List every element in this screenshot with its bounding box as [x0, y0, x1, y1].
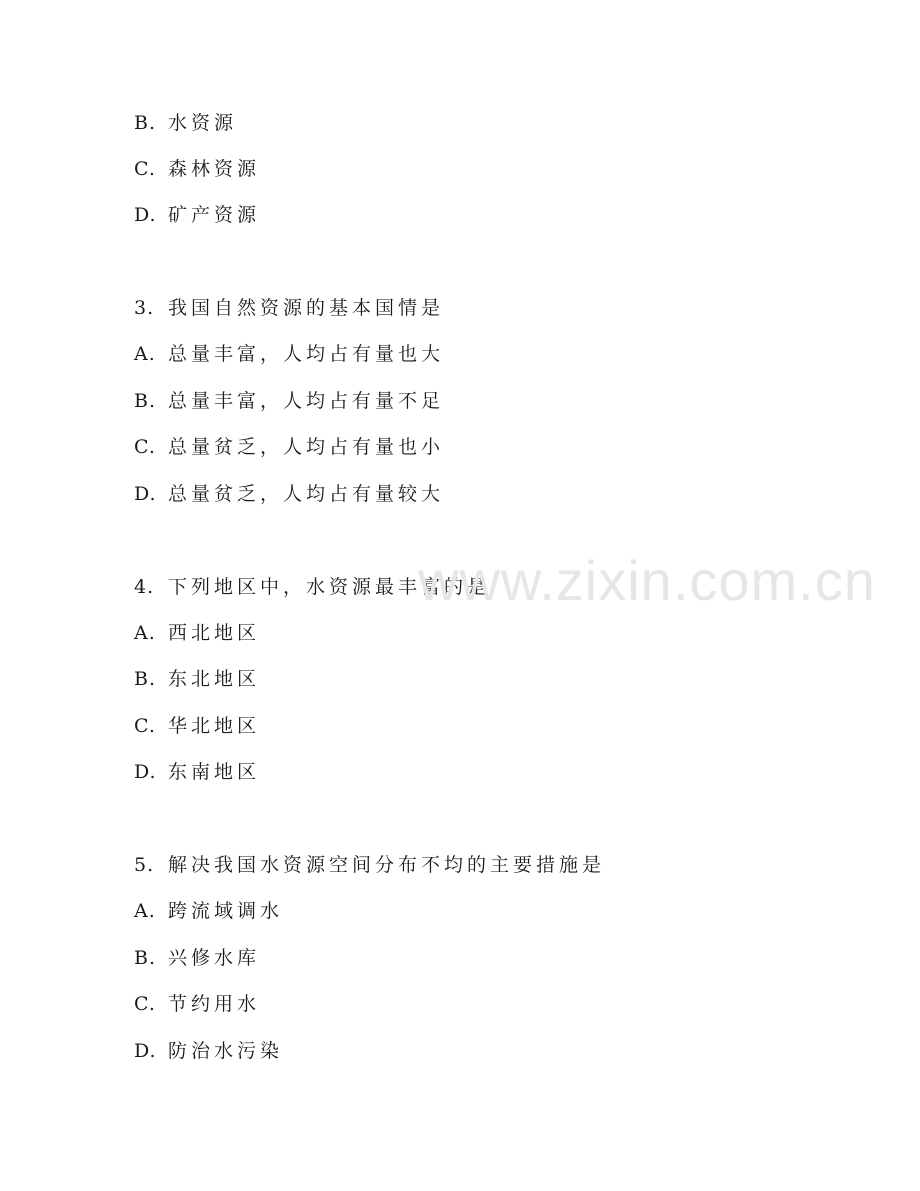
q3-option-b: [134, 389, 444, 413]
option-label: D.: [134, 204, 157, 226]
option-label: B.: [134, 112, 157, 134]
question-number: 3.: [134, 297, 155, 319]
q4-option-c: [134, 714, 260, 738]
q5-option-c: [134, 992, 260, 1016]
q5-stem: [134, 853, 605, 877]
option-text: 森林资源: [168, 158, 261, 180]
option-text: 东南地区: [168, 761, 261, 783]
option-label: C.: [134, 436, 156, 458]
option-label: D.: [134, 1040, 157, 1062]
question-number: 5.: [134, 854, 155, 876]
option-label: C.: [134, 715, 156, 737]
q4-stem: [134, 575, 490, 599]
option-text: 跨流域调水: [168, 900, 284, 922]
option-text: 华北地区: [168, 715, 261, 737]
q3-option-d: [134, 482, 444, 506]
option-label: B.: [134, 390, 157, 412]
option-label: C.: [134, 993, 156, 1015]
q3-stem: [134, 296, 444, 320]
watermark: www.zixin.com.cn: [418, 549, 876, 612]
option-text: 总量贫乏，人均占有量较大: [168, 483, 445, 505]
q2-option-c: [134, 157, 260, 181]
option-label: C.: [134, 158, 156, 180]
option-text: 东北地区: [168, 668, 261, 690]
q4-option-d: [134, 760, 260, 784]
option-text: 防治水污染: [168, 1040, 284, 1062]
option-text: 总量丰富，人均占有量也大: [168, 343, 445, 365]
option-text: 总量丰富，人均占有量不足: [168, 390, 445, 412]
q5-option-b: [134, 946, 260, 970]
q2-option-d: [134, 203, 260, 227]
question-number: 4.: [134, 576, 155, 598]
option-label: D.: [134, 483, 157, 505]
option-label: A.: [134, 900, 156, 922]
q5-option-a: [134, 899, 283, 923]
q5-option-d: [134, 1039, 283, 1063]
option-label: A.: [134, 622, 156, 644]
question-stem: 下列地区中，水资源最丰富的是: [168, 576, 491, 598]
option-label: D.: [134, 761, 157, 783]
option-label: B.: [134, 668, 157, 690]
option-text: 水资源: [168, 112, 238, 134]
q3-option-c: [134, 435, 444, 459]
q4-option-b: [134, 667, 260, 691]
option-text: 矿产资源: [168, 204, 261, 226]
question-stem: 解决我国水资源空间分布不均的主要措施是: [168, 854, 606, 876]
option-text: 总量贫乏，人均占有量也小: [168, 436, 445, 458]
option-text: 节约用水: [168, 993, 261, 1015]
option-text: 西北地区: [168, 622, 261, 644]
q3-option-a: [134, 342, 444, 366]
q4-option-a: [134, 621, 260, 645]
question-stem: 我国自然资源的基本国情是: [168, 297, 445, 319]
option-text: 兴修水库: [168, 947, 261, 969]
q2-option-b: [134, 111, 237, 135]
option-label: B.: [134, 947, 157, 969]
option-label: A.: [134, 343, 156, 365]
